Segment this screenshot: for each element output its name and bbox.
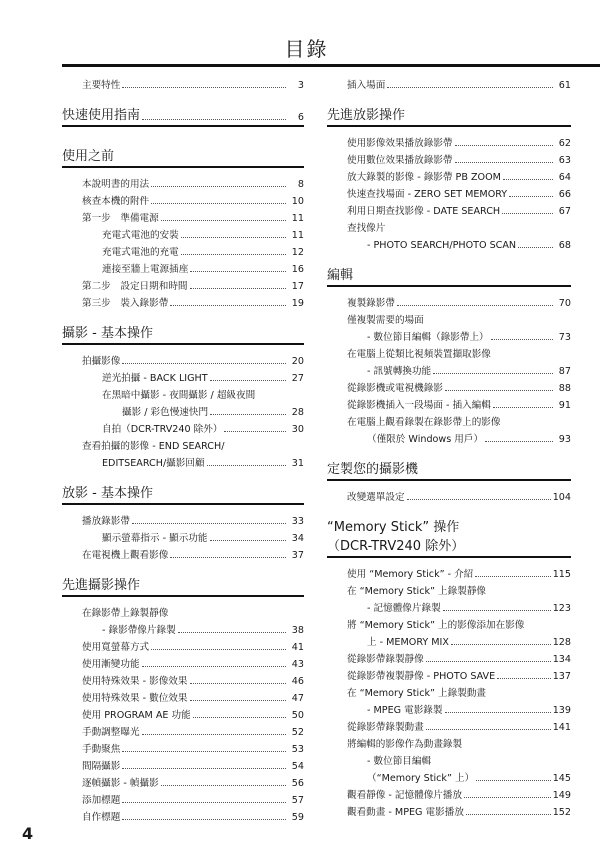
toc-entry[interactable] [327,166,571,183]
leader-dots [464,796,551,798]
toc-entry-page: 43 [291,659,304,670]
toc-entry-page: 33 [291,516,304,527]
leader-dots [190,682,287,684]
toc-entry[interactable] [327,74,571,91]
leader-dots [122,86,286,88]
toc-entry-title: 間隔攝影 [82,761,121,772]
leader-dots [497,677,551,679]
leader-dots [190,699,287,701]
toc-section [327,455,571,509]
toc-entry-page: 70 [558,298,571,309]
leader-dots [210,413,286,415]
toc-entry[interactable] [62,806,304,823]
toc-left-column [62,74,304,829]
toc-entry-page: 141 [552,722,571,733]
toc-entry-page: 11 [291,213,304,224]
toc-entry[interactable] [327,631,571,648]
leader-dots [445,711,551,713]
toc-entry[interactable] [327,563,571,580]
leader-dots [207,464,286,466]
section-heading-text: 先進放影操作 [327,108,406,123]
toc-entry[interactable] [327,716,571,733]
toc-entry[interactable] [327,394,571,411]
toc-entry[interactable] [62,738,304,755]
toc-entry[interactable] [62,190,304,207]
toc-entry-title: 使用特殊效果 - 影像效果 [82,676,188,687]
toc-entry-title: 核查本機的附件 [82,196,150,207]
leader-dots [397,304,553,306]
leader-dots [142,665,286,667]
toc-entry-title: 將 “Memory Stick” 上的影像添加在影像 [347,620,525,631]
leader-dots [190,287,286,289]
toc-entry-page: 19 [291,298,304,309]
toc-entry-title: （“Memory Stick” 上） [367,773,475,784]
leader-dots [151,202,286,204]
leader-dots [455,144,553,146]
leader-dots [122,801,286,803]
leader-dots [485,440,553,442]
toc-entry[interactable] [62,350,304,367]
leader-dots [161,784,286,786]
toc-entry-page: 38 [291,625,304,636]
toc-entry-page: 59 [291,812,304,823]
toc-entry-page: 134 [552,654,571,665]
toc-entry-title: 使用特殊效果 - 數位效果 [82,693,188,704]
toc-entry-title: 使用數位效果播放錄影帶 [347,155,453,166]
toc-entry[interactable] [62,527,304,544]
toc-entry-page: 149 [552,790,571,801]
toc-entry-title: 僅複製需要的場面 [347,315,424,326]
toc-entry-page: 52 [291,727,304,738]
section-heading-text: 定製您的攝影機 [327,462,419,477]
toc-entry[interactable] [327,309,571,326]
section-heading-subtext: （DCR-TRV240 除外） [327,539,465,554]
section-gap [327,91,571,97]
toc-entry-page: 91 [558,400,571,411]
leader-dots [466,813,551,815]
toc-entry-page: 37 [291,550,304,561]
toc-entry-title: 充電式電池的充電 [102,247,179,258]
toc-entry[interactable] [62,544,304,561]
section-heading [327,513,571,558]
toc-entry-page: 123 [552,603,571,614]
leader-dots [387,86,553,88]
toc-entry[interactable] [62,755,304,772]
toc-entry[interactable] [327,343,571,360]
toc-entry-page: 115 [552,569,571,580]
leader-dots [210,379,286,381]
toc-entry[interactable] [327,486,571,503]
section-gap [62,309,304,315]
leader-dots [190,270,286,272]
toc-entry[interactable] [327,648,571,665]
toc-entry-title: 插入場面 [347,80,386,91]
toc-entry[interactable] [62,510,304,527]
leader-dots [142,733,286,735]
toc-entry[interactable] [327,801,571,818]
leader-dots [491,338,553,340]
toc-entry[interactable] [62,173,304,190]
toc-entry-page: 54 [291,761,304,772]
toc-entry[interactable] [327,733,571,750]
toc-entry-page: 73 [558,332,571,343]
toc-entry-title: 在錄影帶上錄製靜像 [82,608,169,619]
toc-entry-title: 查找像片 [347,223,386,234]
toc-entry-page: 8 [297,179,304,190]
toc-entry-page: 57 [291,795,304,806]
toc-entry-page: 31 [291,458,304,469]
section-page-number: 6 [297,112,304,123]
section-gap [327,503,571,509]
toc-entry[interactable] [327,699,571,716]
leader-dots [178,631,286,633]
toc-entry-title: 顯示螢幕指示 - 顯示功能 [102,533,208,544]
toc-entry-title: 第一步 準備電源 [82,213,159,224]
toc-entry-title: EDITSEARCH/攝影回顧 [102,458,205,469]
toc-entry-page: 128 [552,637,571,648]
toc-section [62,101,304,138]
toc-entry-page: 145 [552,773,571,784]
section-heading [62,571,304,597]
toc-entry[interactable] [62,258,304,275]
toc-entry-page: 20 [291,356,304,367]
leader-dots [433,372,553,374]
section-heading-text: 編輯 [327,268,354,283]
toc-entry[interactable] [62,275,304,292]
toc-entry-title: 查看拍攝的影像 - END SEARCH/ [82,441,225,452]
leader-dots [426,728,551,730]
leader-dots [151,648,286,650]
toc-entry[interactable] [62,772,304,789]
toc-entry-title: - 訊號轉換功能 [367,366,432,377]
toc-entry[interactable] [62,670,304,687]
toc-entry[interactable] [62,721,304,738]
toc-entry-page: 50 [291,710,304,721]
toc-entry-title: 在黑暗中攝影 - 夜間攝影 / 超級夜間 [102,390,256,401]
toc-entry-page: 61 [558,80,571,91]
toc-entry[interactable] [62,435,304,452]
toc-entry-page: 104 [552,492,571,503]
toc-entry-title: 觀看靜像 - 記憶體像片播放 [347,790,463,801]
leader-dots [181,253,286,255]
title-rule [62,64,600,67]
toc-entry-title: - 數位節目編輯 [367,756,432,767]
section-heading-text: 使用之前 [62,149,115,164]
toc-entry-page: 63 [558,155,571,166]
toc-entry-title: 手動聚焦 [82,744,121,755]
toc-section [62,142,304,315]
toc-entry-title: 使用影像效果播放錄影帶 [347,138,453,149]
section-heading-text: “Memory Stick” 操作 [327,520,460,535]
toc-entry[interactable] [327,377,571,394]
toc-entry[interactable] [327,132,571,149]
section-heading [62,319,304,345]
toc-entry-title: 充電式電池的安裝 [102,230,179,241]
toc-entry-page: 47 [291,693,304,704]
section-heading-text: 快速使用指南 [62,108,141,123]
toc-entry[interactable] [327,149,571,166]
toc-entry[interactable] [327,292,571,309]
toc-entry-page: 46 [291,676,304,687]
leader-dots [132,522,286,524]
leader-dots [142,118,286,120]
toc-entry-title: 從錄影機插入一段場面 - 插入編輯 [347,400,491,411]
toc-entry[interactable] [62,207,304,224]
section-heading [62,479,304,505]
toc-entry-title: 連接至牆上電源插座 [102,264,189,275]
toc-entry-title: 使用 PROGRAM AE 功能 [82,710,191,721]
toc-entry-title: 在電腦上觀看錄製在錄影帶上的影像 [347,417,501,428]
toc-entry-title: 快速查找場面 - ZERO SET MEMORY [347,189,508,200]
toc-entry-page: 56 [291,778,304,789]
toc-entry-title: 在電腦上從類比視頻裝置擷取影像 [347,349,491,360]
section-gap [62,469,304,475]
toc-right-column [327,74,571,824]
toc-entry[interactable] [327,580,571,597]
page-number: 4 [22,824,34,843]
toc-entry[interactable] [62,292,304,309]
leader-dots [122,767,286,769]
leader-dots [476,779,551,781]
toc-entry-page: 66 [558,189,571,200]
toc-entry-title: 使用 “Memory Stick” - 介紹 [347,569,474,580]
toc-entry[interactable] [62,602,304,619]
toc-entry-title: - 記憶體像片錄製 [367,603,441,614]
toc-entry-page: 93 [558,434,571,445]
toc-entry[interactable] [62,367,304,384]
toc-section [327,261,571,451]
toc-entry-title: 拍攝影像 [82,356,121,367]
toc-entry[interactable] [62,687,304,704]
leader-dots [193,716,286,718]
section-heading [327,455,571,481]
leader-dots [493,406,553,408]
leader-dots [443,609,551,611]
section-gap [327,818,571,824]
toc-entry[interactable] [62,384,304,401]
toc-entry-page: 34 [291,533,304,544]
leader-dots [170,556,286,558]
toc-entry-page: 10 [291,196,304,207]
leader-dots [455,161,553,163]
toc-entry-page: 62 [558,138,571,149]
section-heading [62,101,304,127]
toc-entry-page: 139 [552,705,571,716]
leader-dots [518,246,553,248]
toc-section [62,319,304,475]
leader-dots [475,575,550,577]
toc-entry[interactable] [62,241,304,258]
leader-dots [161,219,286,221]
toc-section [327,101,571,257]
toc-entry[interactable] [327,750,571,767]
toc-entry-title: 觀看動畫 - MPEG 電影播放 [347,807,464,818]
section-heading-text: 放影 - 基本操作 [62,486,153,501]
toc-entry-title: 攝影 / 彩色慢速快門 [122,407,209,418]
leader-dots [122,750,286,752]
toc-entry-title: 將編輯的影像作為動畫錄製 [347,739,463,750]
toc-entry-page: 16 [291,264,304,275]
leader-dots [122,818,286,820]
toc-entry-title: 播放錄影帶 [82,516,130,527]
section-heading-text: 攝影 - 基本操作 [62,326,153,341]
toc-entry[interactable] [327,411,571,428]
section-gap [62,132,304,138]
leader-dots [509,195,553,197]
toc-entry[interactable] [327,682,571,699]
leader-dots [170,304,286,306]
leader-dots [503,178,553,180]
section-heading [62,142,304,168]
toc-entry-page: 152 [552,807,571,818]
toc-entry-title: 從錄影帶錄製動畫 [347,722,424,733]
toc-entry-page: 87 [558,366,571,377]
toc-entry[interactable] [327,428,571,445]
toc-section [62,571,304,829]
toc-entry-title: - PHOTO SEARCH/PHOTO SCAN [367,240,517,251]
toc-entry[interactable] [327,665,571,682]
section-gap [62,561,304,567]
leader-dots [224,430,286,432]
leader-dots [445,389,553,391]
toc-entry-title: 從錄影帶複製靜像 - PHOTO SAVE [347,671,496,682]
toc-entry-title: 自作標題 [82,812,121,823]
toc-entry-title: 放大錄製的影像 - 錄影帶 PB ZOOM [347,172,501,183]
leader-dots [210,539,287,541]
page-title: 目錄 [284,37,329,61]
toc-entry-title: 在 “Memory Stick” 上錄製靜像 [347,586,487,597]
leader-dots [451,643,551,645]
toc-entry-title: 在 “Memory Stick” 上錄製動畫 [347,688,487,699]
toc-entry[interactable] [62,636,304,653]
toc-entry-title: 逆光拍攝 - BACK LIGHT [102,373,208,384]
toc-entry[interactable] [327,217,571,234]
toc-entry-title: 添加標題 [82,795,121,806]
toc-entry-title: 在電視機上觀看影像 [82,550,169,561]
toc-entry-title: 逐幀攝影 - 幀攝影 [82,778,159,789]
toc-entry[interactable] [62,224,304,241]
toc-entry[interactable] [62,619,304,636]
toc-entry-title: 從錄影機或電視機錄影 [347,383,443,394]
toc-entry-title: 自拍（DCR-TRV240 除外） [102,424,223,435]
toc-entry[interactable] [327,784,571,801]
toc-entry-page: 27 [291,373,304,384]
toc-section [327,74,571,97]
toc-entry-title: 第二步 設定日期和時間 [82,281,188,292]
toc-entry-title: （僅限於 Windows 用戶） [367,434,484,445]
toc-entry-title: - MPEG 電影錄製 [367,705,443,716]
toc-entry[interactable] [327,200,571,217]
section-gap [327,445,571,451]
toc-entry[interactable] [62,653,304,670]
toc-section [62,479,304,567]
toc-entry-page: 88 [558,383,571,394]
toc-entry-page: 53 [291,744,304,755]
leader-dots [151,185,286,187]
toc-section [62,74,304,97]
toc-entry[interactable] [327,614,571,631]
toc-entry-title: 利用日期查找影像 - DATE SEARCH [347,206,501,217]
toc-entry[interactable] [327,767,571,784]
section-heading-text: 先進攝影操作 [62,578,141,593]
section-heading [327,261,571,287]
toc-entry-title: 使用漸變功能 [82,659,140,670]
toc-entry-page: 68 [558,240,571,251]
leader-dots [181,236,286,238]
toc-entry-title: 改變選單設定 [347,492,405,503]
toc-entry-page: 28 [291,407,304,418]
toc-entry[interactable] [327,183,571,200]
leader-dots [426,660,551,662]
toc-entry[interactable] [62,704,304,721]
toc-entry-page: 3 [297,80,304,91]
toc-entry[interactable] [327,360,571,377]
toc-entry-title: - 錄影帶像片錄製 [102,625,176,636]
toc-entry-page: 137 [552,671,571,682]
toc-entry[interactable] [62,74,304,91]
toc-entry-page: 41 [291,642,304,653]
section-gap [62,823,304,829]
toc-entry-page: 17 [291,281,304,292]
toc-entry-title: 主要特性 [82,80,121,91]
toc-section [327,513,571,824]
toc-entry[interactable] [62,789,304,806]
toc-entry-page: 30 [291,424,304,435]
leader-dots [407,498,551,500]
toc-entry-title: 本說明書的用法 [82,179,150,190]
toc-entry[interactable] [327,597,571,614]
section-gap [62,91,304,97]
toc-entry-title: 從錄影帶錄製靜像 [347,654,424,665]
toc-entry-page: 11 [291,230,304,241]
toc-entry-title: 手動調整曝光 [82,727,140,738]
leader-dots [502,212,553,214]
toc-entry[interactable] [62,401,304,418]
toc-entry[interactable] [327,234,571,251]
toc-entry[interactable] [62,418,304,435]
toc-entry-title: 上 - MEMORY MIX [367,637,449,648]
toc-entry-page: 67 [558,206,571,217]
section-heading [327,101,571,127]
toc-entry-page: 12 [291,247,304,258]
toc-entry-page: 64 [558,172,571,183]
toc-entry[interactable] [62,452,304,469]
toc-entry-title: 複製錄影帶 [347,298,395,309]
toc-entry[interactable] [327,326,571,343]
section-gap [327,251,571,257]
toc-entry-title: - 數位節目編輯（錄影帶上） [367,332,489,343]
toc-entry-title: 第三步 裝入錄影帶 [82,298,169,309]
leader-dots [122,362,286,364]
toc-entry-title: 使用寬螢幕方式 [82,642,150,653]
